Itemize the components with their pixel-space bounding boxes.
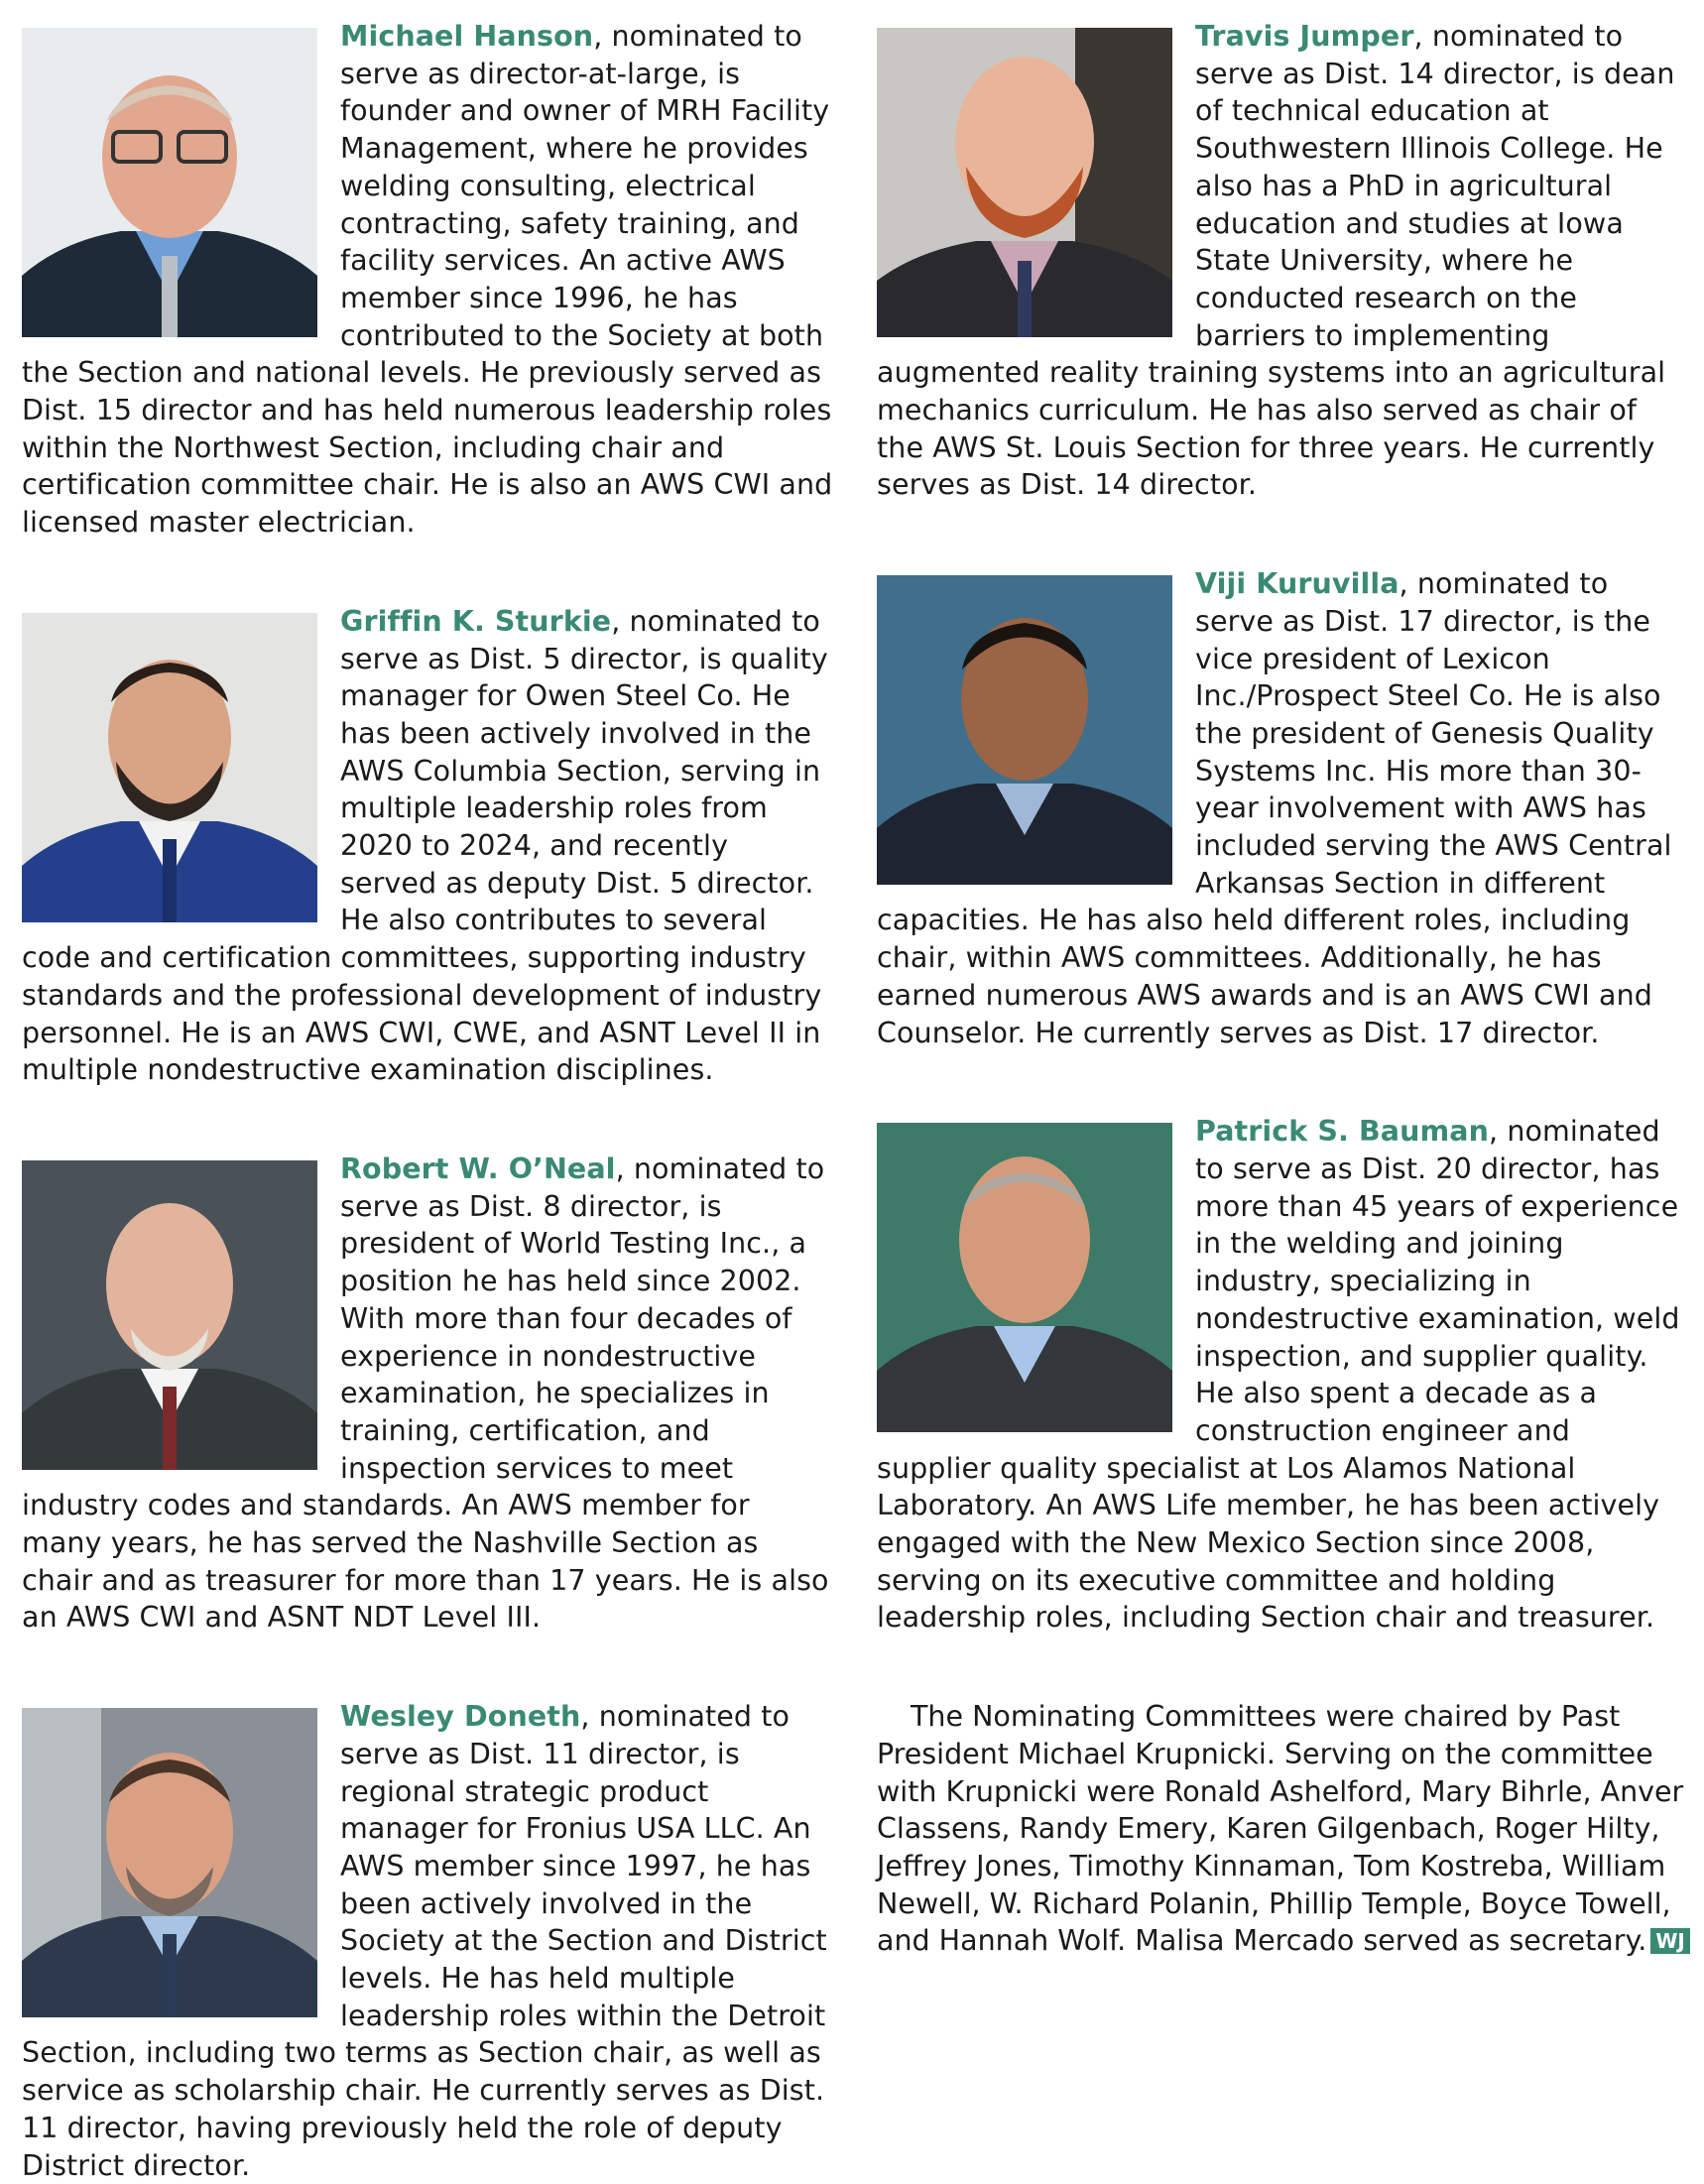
nominee-name: Griffin K. Sturkie [340,604,612,638]
nominee-name: Viji Kuruvilla [1195,567,1400,601]
nominee-name: Patrick S. Bauman [1195,1115,1490,1149]
nominee-name: Wesley Doneth [340,1700,581,1734]
bio-entry [877,18,1690,504]
bio-body: , nominated to serve as director-at-large, is founder and owner of MRH Facility Management, where he provides welding consulting, electrical contracting, safety training, and facility services. An active AWS member since 1996, he has contributed to the Society at both the Section and national levels. He previously served as Dist. 15 director and has held numerous leadership roles within the Northwest Section, including chair and certification committee chair. He is also an AWS CWI and licensed master electrician. [22,20,833,540]
closing-paragraph [877,1698,1690,1960]
portrait-photo [22,1160,317,1470]
right-column [877,18,1690,1960]
portrait-photo [22,28,317,337]
bio-body: , nominated to serve as Dist. 8 director, is president of World Testing Inc., a position he has held since 2002. With more than four decades of experience in nondestructive examination, he specializes in training, certification, and inspection services to meet industry codes and standards. An AWS member for many years, he has served the Nashville Section as chair and as treasurer for more than 17 years. He is also an AWS CWI and ASNT NDT Level III. [22,1152,829,1635]
bio-body: , nominated to serve as Dist. 17 director, is the vice president of Lexicon Inc./Prospect Steel Co. He is also the president of Genesis Quality Systems Inc. His more than 30-year involvement with AWS has included serving the AWS Central Arkansas Section in different capacities. He has also held different roles, including chair, within AWS committees. Additionally, he has earned numerous AWS awards and is an AWS CWI and Counselor. He currently serves as Dist. 17 director. [877,567,1672,1049]
end-mark: WJ [1650,1928,1690,1954]
bio-entry [22,1698,833,2184]
bio-entry [22,18,833,542]
nominee-name: Robert W. O’Neal [340,1152,616,1185]
bio-entry [877,1113,1690,1637]
bio-entry [877,565,1690,1051]
portrait-photo [877,575,1172,885]
portrait-photo [877,1123,1172,1432]
closing-text: The Nominating Committees were chaired by Past President Michael Krupnicki. Serving on the committee with Krupnicki were Ronald Ashelford, Mary Bihrle, Anver Classens, Randy Emery, Karen Gilgenbach, Roger Hilty, Jeffrey Jones, Timothy Kinnaman, Tom Kostreba, William Newell, W. Richard Polanin, Phillip Temple, Boyce Towell, and Hannah Wolf. Malisa Mercado served as secretary. [877,1700,1684,1958]
bio-body: , nominated to serve as Dist. 14 director, is dean of technical education at Southwestern Illinois College. He also has a PhD in agricultural education and studies at Iowa State University, where he conducted research on the barriers to implementing augmented reality training systems into an agricultural mechanics curriculum. He has also served as chair of the AWS St. Louis Section for three years. He currently serves as Dist. 14 director. [877,20,1675,502]
nominee-name: Michael Hanson [340,20,594,53]
bio-entry [22,1151,833,1637]
bio-body: , nominated to serve as Dist. 20 director, has more than 45 years of experience in the welding and joining industry, specializing in nondestructive examination, weld inspection, and supplier quality. He also spent a decade as a construction engineer and supplier quality specialist at Los Alamos National Laboratory. An AWS Life member, he has been actively engaged with the New Mexico Section since 2008, serving on its executive committee and holding leadership roles, including Section chair and treasurer. [877,1115,1680,1635]
portrait-photo [877,28,1172,337]
portrait-photo [22,613,317,922]
left-column [22,18,833,2184]
bio-body: , nominated to serve as Dist. 5 director, is quality manager for Owen Steel Co. He has been actively involved in the AWS Columbia Section, serving in multiple leadership roles from 2020 to 2024, and recently served as deputy Dist. 5 director. He also contributes to several code and certification committees, supporting industry standards and the professional development of industry personnel. He is an AWS CWI, CWE, and ASNT Level II in multiple nondestructive examination disciplines. [22,604,828,1087]
bio-body: , nominated to serve as Dist. 11 director, is regional strategic product manager for Fronius USA LLC. An AWS member since 1997, he has been actively involved in the Society at the Section and District levels. He has held multiple leadership roles within the Detroit Section, including two terms as Section chair, as well as service as scholarship chair. He currently serves as Dist. 11 director, having previously held the role of deputy District director. [22,1700,827,2182]
portrait-photo [22,1708,317,2017]
nominee-name: Travis Jumper [1195,20,1414,53]
bio-entry [22,603,833,1089]
